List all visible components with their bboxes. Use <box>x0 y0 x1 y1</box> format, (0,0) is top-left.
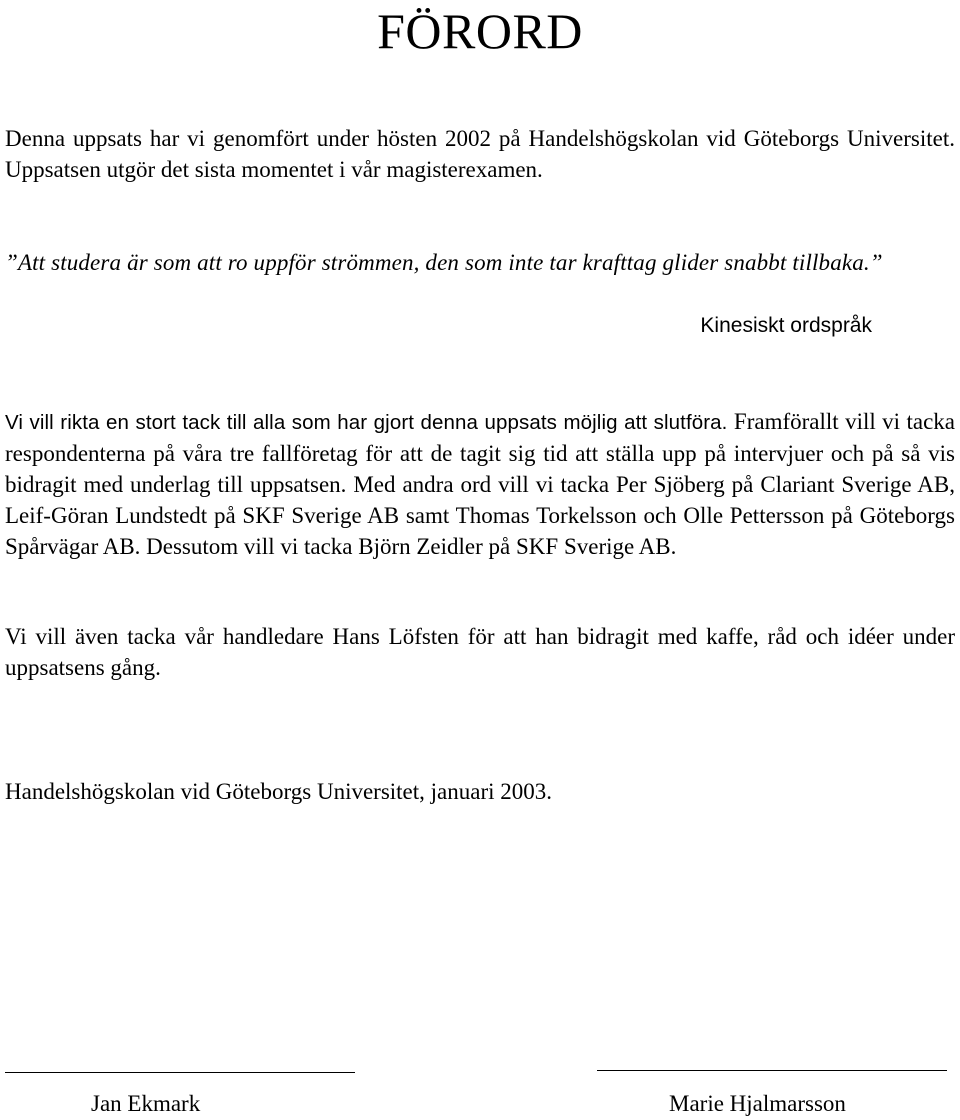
thanks-sentence-1: Vi vill rikta en stort tack till alla som har gjort denna uppsats möjlig att slutföra. <box>5 411 728 434</box>
quote-text: ”Att studera är som att ro uppför strömmen, den som inte tar krafttag glider snabbt tillbaka.” <box>5 250 883 275</box>
thanks-paragraph <box>5 406 955 562</box>
signature-name-right: Marie Hjalmarsson <box>669 1091 846 1116</box>
page-title: FÖRORD <box>377 3 583 59</box>
thanks-sentence-3: Med andra ord vill vi tacka Per Sjöberg på Clariant Sverige AB, Leif-Göran Lundstedt på SKF Sverige AB samt Thomas Torkelsson och Olle Pettersson på Göteborgs Spårvägar AB. Dessutom vill vi tacka Björn Zeidler på SKF Sverige AB. <box>5 472 956 559</box>
intro-paragraph: Denna uppsats har vi genomfört under hösten 2002 på Handelshögskolan vid Göteborgs Universitet. Uppsatsen utgör det sista momentet i vår magisterexamen. <box>5 126 955 182</box>
quote-attribution: Kinesiskt ordspråk <box>700 314 872 337</box>
thanks-sentence-2: Framförallt vill vi tacka respondenterna på våra tre fallföretag för att de tagit sig tid att ställa upp på intervjuer och på så vis bidragit med underlag till uppsatsen. <box>5 409 955 497</box>
signature-line-left <box>5 1072 355 1073</box>
signature-line-right <box>597 1070 947 1071</box>
place-date-line: Handelshögskolan vid Göteborgs Universitet, januari 2003. <box>5 779 553 804</box>
advisor-paragraph: Vi vill även tacka vår handledare Hans Löfsten för att han bidragit med kaffe, råd och idéer under uppsatsens gång. <box>5 624 955 680</box>
signature-name-left: Jan Ekmark <box>91 1091 201 1116</box>
